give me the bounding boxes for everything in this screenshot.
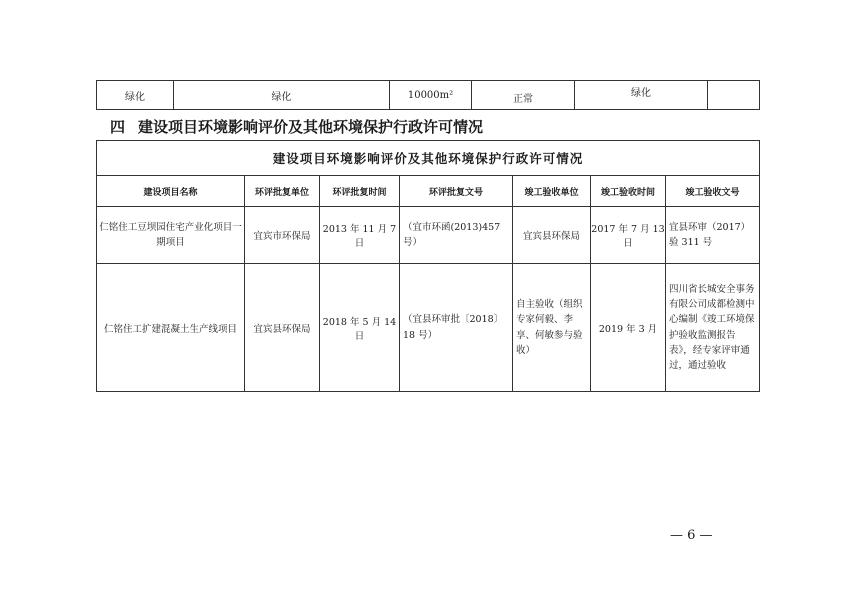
eia-unit-cell: 宜宾市环保局 — [245, 207, 320, 264]
table-cell — [708, 81, 760, 110]
table-caption: 建设项目环境影响评价及其他环境保护行政许可情况 — [97, 141, 760, 176]
page-number: — 6 — — [670, 528, 713, 543]
top-continuation-table — [96, 80, 760, 110]
permit-table — [96, 140, 760, 392]
project-name-cell: 仁铭住工豆坝园住宅产业化项目一期项目 — [97, 207, 245, 264]
column-header: 环评批复时间 — [320, 176, 400, 207]
table-cell — [472, 81, 575, 110]
acceptance-doc-cell: 宜县环审（2017）验 311 号 — [666, 207, 760, 264]
status-text: 正常 — [513, 94, 533, 105]
section-number: 四 — [110, 118, 126, 136]
acceptance-unit-cell: 宜宾县环保局 — [513, 207, 591, 264]
column-header: 竣工验收时间 — [591, 176, 666, 207]
table-cell: 绿化 — [174, 81, 390, 110]
column-header: 环评批复单位 — [245, 176, 320, 207]
section-title: 建设项目环境影响评价及其他环境保护行政许可情况 — [138, 118, 484, 136]
eia-doc-cell: （宜市环函(2013)457 号） — [400, 207, 513, 264]
eia-unit-cell: 宜宾县环保局 — [245, 264, 320, 392]
table-cell: 10000m² — [390, 81, 472, 110]
eia-date-cell: 2013 年 11 月 7 日 — [320, 207, 400, 264]
eia-date-cell: 2018 年 5 月 14 日 — [320, 264, 400, 392]
acceptance-date-cell: 2017 年 7 月 13 日 — [591, 207, 666, 264]
project-name-cell: 仁铭住工扩建混凝土生产线项目 — [97, 264, 245, 392]
table-cell: 绿化 — [97, 81, 174, 110]
section-heading — [110, 116, 483, 137]
acceptance-unit-cell: 自主验收（组织专家何毅、李享、何敏参与验收） — [513, 264, 591, 392]
acceptance-doc-cell: 四川省长城安全事务有限公司成都检测中心编制《竣工环境保护验收监测报告表》，经专家评审通过，通过验收 — [666, 264, 760, 392]
acceptance-date-cell: 2019 年 3 月 — [591, 264, 666, 392]
table-cell-text: 绿化 — [631, 88, 651, 99]
column-header: 竣工验收单位 — [513, 176, 591, 207]
eia-doc-cell: （宜县环审批〔2018〕18 号） — [400, 264, 513, 392]
table-row — [97, 207, 760, 264]
table-header-row — [97, 176, 760, 207]
table-row — [97, 81, 760, 110]
table-row — [97, 264, 760, 392]
column-header: 环评批复文号 — [400, 176, 513, 207]
column-header: 建设项目名称 — [97, 176, 245, 207]
column-header: 竣工验收文号 — [666, 176, 760, 207]
table-cell — [575, 81, 708, 110]
